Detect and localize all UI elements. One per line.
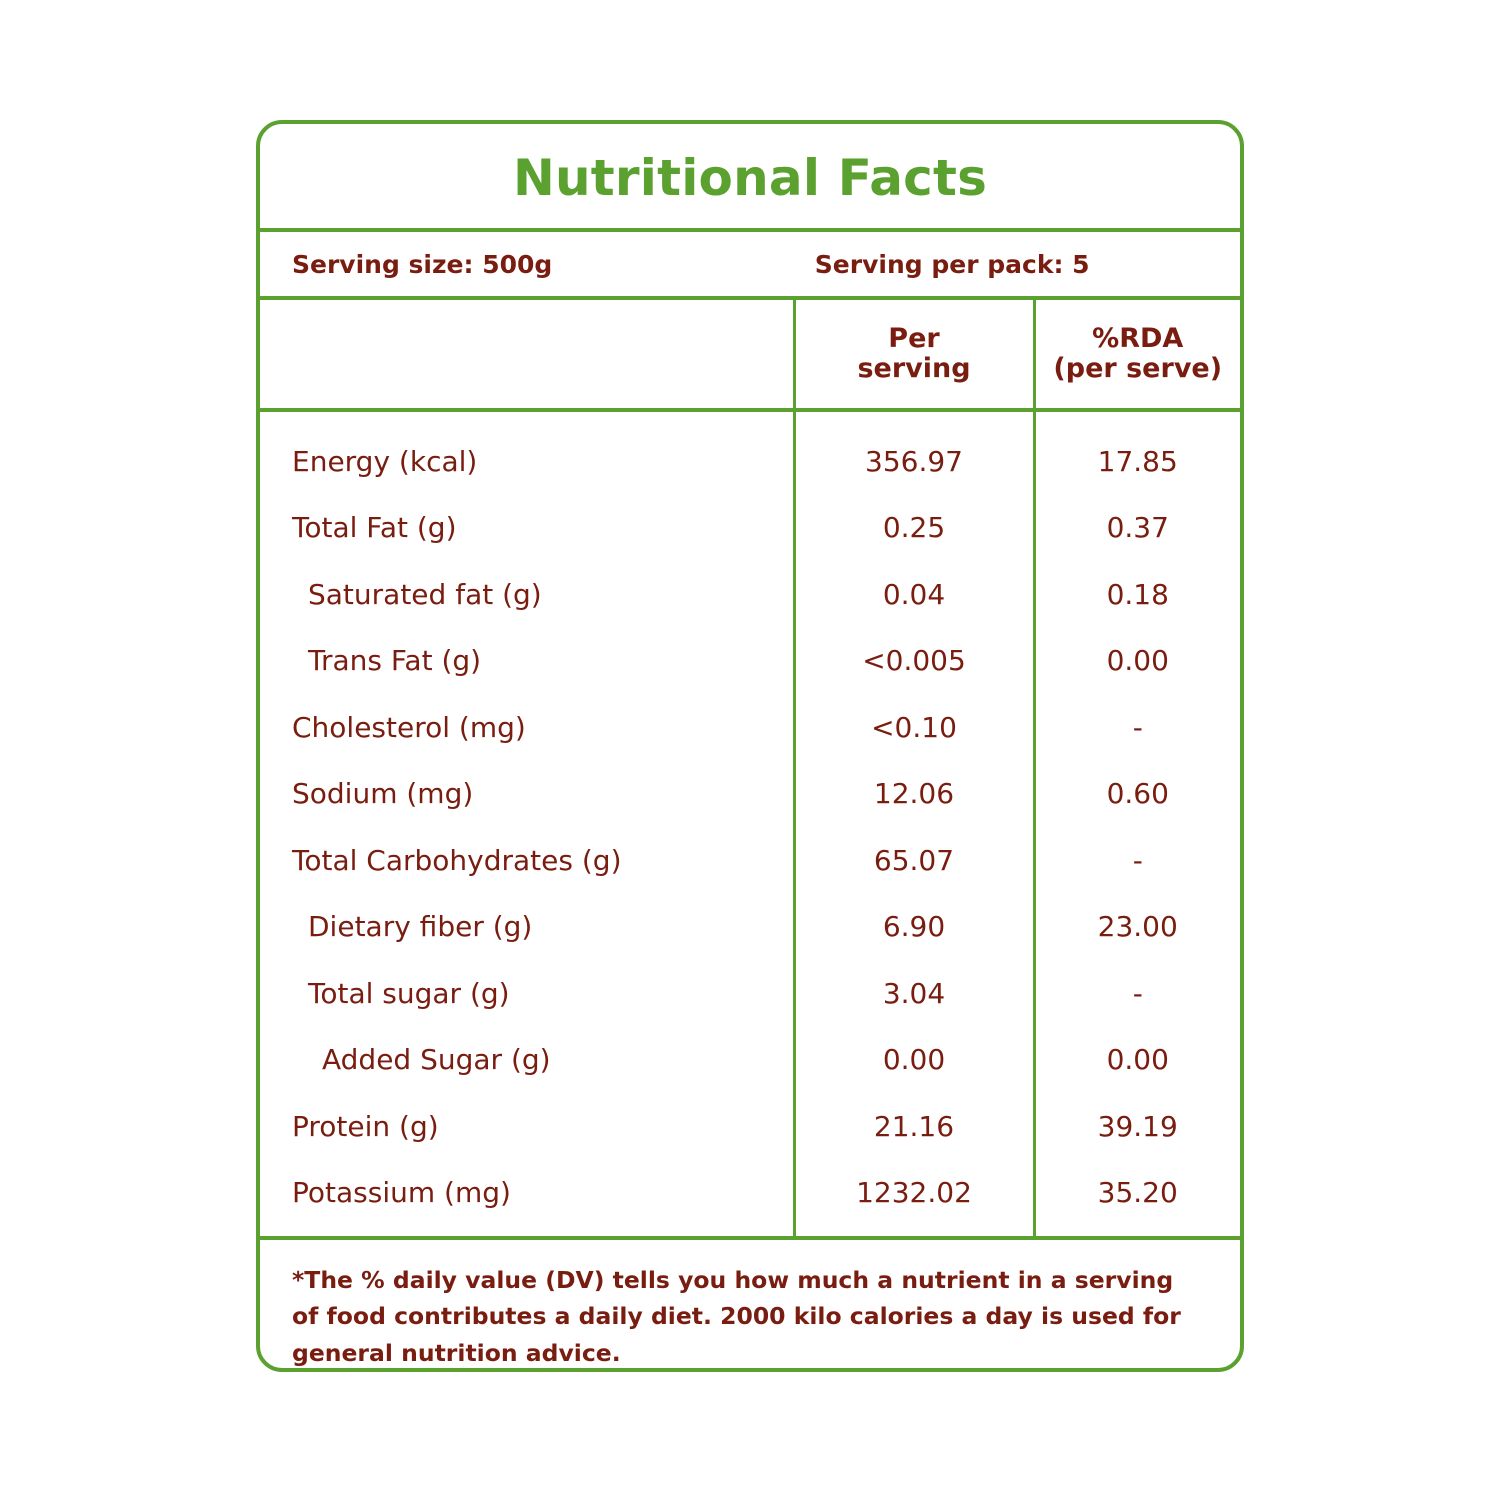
nutrient-name: Sodium (mg) xyxy=(260,761,794,828)
table-header-row xyxy=(260,300,1240,410)
table-body xyxy=(260,410,1240,1238)
table-row xyxy=(260,827,1240,894)
serving-info-row xyxy=(260,232,1240,300)
table-row xyxy=(260,1160,1240,1239)
nutrient-per-serving-value: 0.04 xyxy=(794,561,1034,628)
table-row xyxy=(260,761,1240,828)
rda-line-1: %RDA xyxy=(1092,322,1184,354)
nutrient-per-serving-value: 21.16 xyxy=(794,1093,1034,1160)
nutrient-rda-value: 17.85 xyxy=(1097,444,1178,478)
nutrient-rda-value: - xyxy=(1132,710,1143,744)
nutritional-facts-panel xyxy=(256,120,1244,1372)
nutrient-name: Energy (kcal) xyxy=(260,410,794,495)
table-row xyxy=(260,1093,1240,1160)
nutrient-rda-value: 0.18 xyxy=(1106,577,1169,611)
nutrient-rda-value: 39.19 xyxy=(1097,1109,1178,1143)
nutrient-rda-value: 23.00 xyxy=(1097,910,1178,944)
nutrient-name: Saturated fat (g) xyxy=(260,561,794,628)
nutrition-table xyxy=(260,300,1240,1240)
nutrient-rda-value: 0.00 xyxy=(1106,644,1169,678)
nutrient-rda-value: 35.20 xyxy=(1034,1160,1240,1239)
nutrient-name: Potassium (mg) xyxy=(260,1160,794,1239)
table-header xyxy=(260,300,1240,410)
table-row xyxy=(260,410,1240,495)
nutrient-name: Total sugar (g) xyxy=(260,960,794,1027)
nutrient-per-serving-value: 3.04 xyxy=(794,960,1034,1027)
nutrient-per-serving-value: 1232.02 xyxy=(794,1160,1034,1239)
table-row xyxy=(260,561,1240,628)
nutrient-name: Total Fat (g) xyxy=(260,495,794,562)
per-serving-line-2: serving xyxy=(857,353,971,384)
nutrient-per-serving-value: 12.06 xyxy=(794,761,1034,828)
nutrient-rda-value: - xyxy=(1132,976,1143,1010)
nutrient-per-serving-value: 0.25 xyxy=(794,495,1034,562)
nutrient-rda-value: 0.00 xyxy=(1106,1043,1169,1077)
page-title: Nutritional Facts xyxy=(512,149,988,207)
column-header-rda xyxy=(1034,300,1240,410)
serving-per-pack-label: Serving per pack: 5 xyxy=(814,249,1090,279)
nutrient-rda-value: 0.37 xyxy=(1106,511,1169,545)
nutrient-per-serving-value: <0.005 xyxy=(794,628,1034,695)
daily-value-footnote: *The % daily value (DV) tells you how much a nutrient in a serving of food contributes a daily diet. 2000 kilo calories a day is used for general nutrition advice. xyxy=(292,1266,1181,1367)
nutrient-name: Added Sugar (g) xyxy=(260,1027,794,1094)
column-header-per-serving xyxy=(794,300,1034,410)
table-row xyxy=(260,894,1240,961)
table-row xyxy=(260,1027,1240,1094)
table-row xyxy=(260,694,1240,761)
nutrient-rda-value: 0.60 xyxy=(1106,777,1169,811)
table-row xyxy=(260,495,1240,562)
nutrient-name: Dietary fiber (g) xyxy=(260,894,794,961)
nutrient-per-serving-value: 65.07 xyxy=(794,827,1034,894)
nutrient-per-serving-value: 6.90 xyxy=(794,894,1034,961)
nutrient-name: Trans Fat (g) xyxy=(260,628,794,695)
table-row xyxy=(260,628,1240,695)
nutrient-name: Cholesterol (mg) xyxy=(260,694,794,761)
per-serving-line-1: Per xyxy=(888,322,940,354)
column-header-nutrient xyxy=(260,300,794,410)
rda-line-2: (per serve) xyxy=(1053,353,1223,384)
table-row xyxy=(260,960,1240,1027)
nutrient-rda-value: - xyxy=(1132,843,1143,877)
nutrient-per-serving-value: <0.10 xyxy=(794,694,1034,761)
nutrient-name: Total Carbohydrates (g) xyxy=(260,827,794,894)
serving-size-label: Serving size: 500g xyxy=(292,249,553,279)
panel-title-row xyxy=(260,124,1240,232)
nutrient-per-serving-value: 0.00 xyxy=(794,1027,1034,1094)
nutrient-per-serving-value: 356.97 xyxy=(794,410,1034,495)
nutrient-name: Protein (g) xyxy=(260,1093,794,1160)
